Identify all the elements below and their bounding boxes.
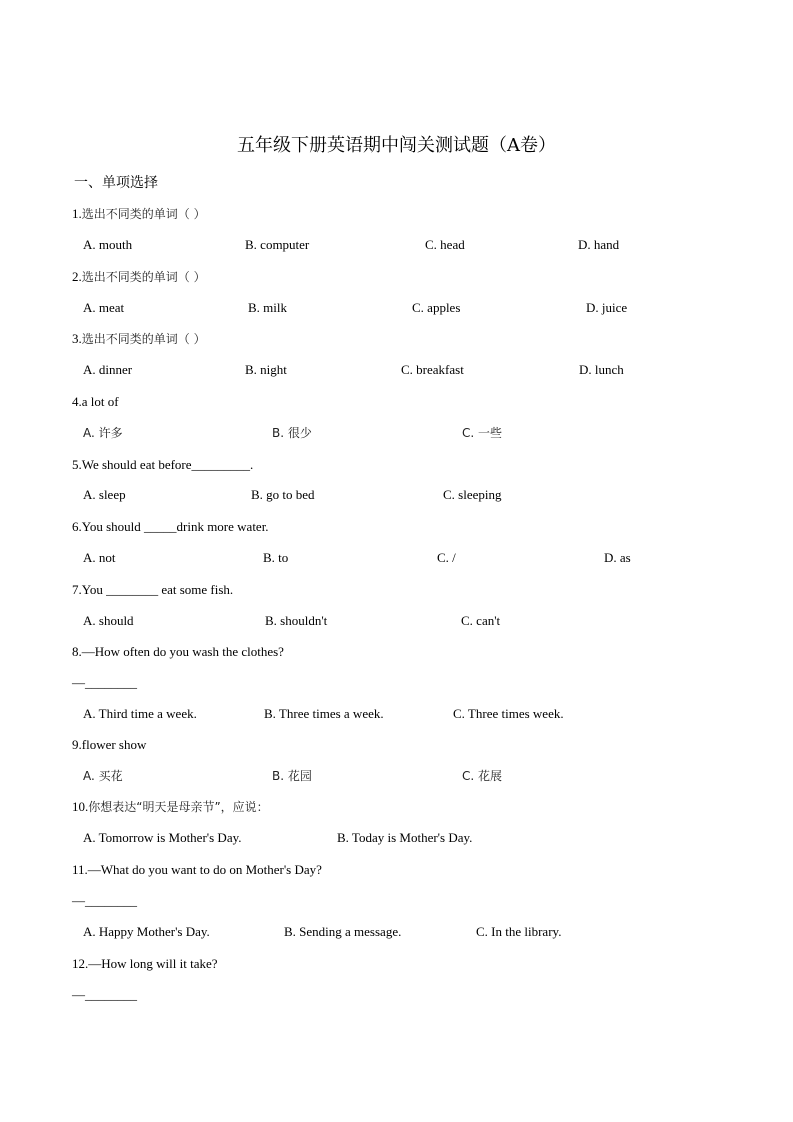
answer-blank: —________ <box>72 987 137 1002</box>
option-a[interactable]: A. 买花 <box>83 769 123 783</box>
option-c[interactable]: C. In the library. <box>476 924 562 939</box>
question-3: 3.选出不同类的单词（ ） <box>72 331 206 346</box>
answer-blank: —________ <box>72 893 137 908</box>
options-8 <box>0 705 793 725</box>
question-4: 4.a lot of <box>72 394 119 409</box>
option-c[interactable]: C. apples <box>412 300 461 315</box>
option-a[interactable]: A. Tomorrow is Mother's Day. <box>83 830 242 845</box>
option-b[interactable]: B. night <box>245 362 287 377</box>
options-3 <box>0 361 793 381</box>
option-d[interactable]: D. hand <box>578 237 620 252</box>
option-a[interactable]: A. meat <box>83 300 125 315</box>
option-a[interactable]: A. mouth <box>83 237 133 252</box>
question-1: 1.选出不同类的单词（ ） <box>72 206 206 221</box>
options-4 <box>0 424 793 444</box>
option-c[interactable]: C. Three times week. <box>453 706 564 721</box>
option-d[interactable]: D. juice <box>586 300 628 315</box>
options-2 <box>0 299 793 319</box>
question-11: 11.—What do you want to do on Mother's Day? <box>72 862 322 877</box>
option-c[interactable]: C. / <box>437 550 456 565</box>
option-d[interactable]: D. as <box>604 550 631 565</box>
option-b[interactable]: B. Three times a week. <box>264 706 384 721</box>
option-c[interactable]: C. breakfast <box>401 362 464 377</box>
question-10: 10.你想表达“明天是母亲节”，应说： <box>72 799 269 814</box>
option-b[interactable]: B. 很少 <box>272 426 312 440</box>
options-11 <box>0 923 793 943</box>
option-c[interactable]: C. head <box>425 237 465 252</box>
option-b[interactable]: B. to <box>263 550 289 565</box>
page-title: 五年级下册英语期中闯关测试题（A卷） <box>237 135 556 156</box>
options-10 <box>0 829 793 849</box>
options-6 <box>0 549 793 569</box>
option-b[interactable]: B. go to bed <box>251 487 315 502</box>
question-5: 5.We should eat before_________. <box>72 457 254 472</box>
option-c[interactable]: C. sleeping <box>443 487 502 502</box>
question-2: 2.选出不同类的单词（ ） <box>72 269 206 284</box>
option-b[interactable]: B. shouldn't <box>265 613 328 628</box>
answer-blank: —________ <box>72 675 137 690</box>
options-7 <box>0 612 793 632</box>
option-c[interactable]: C. 花展 <box>462 769 503 783</box>
option-a[interactable]: A. not <box>83 550 116 565</box>
options-9 <box>0 767 793 787</box>
option-d[interactable]: D. lunch <box>579 362 624 377</box>
option-b[interactable]: B. computer <box>245 237 310 252</box>
option-b[interactable]: B. milk <box>248 300 288 315</box>
option-a[interactable]: A. should <box>83 613 134 628</box>
question-8: 8.—How often do you wash the clothes? <box>72 644 284 659</box>
option-a[interactable]: A. Third time a week. <box>83 706 197 721</box>
option-a[interactable]: A. Happy Mother's Day. <box>83 924 210 939</box>
question-12: 12.—How long will it take? <box>72 956 218 971</box>
option-c[interactable]: C. can't <box>461 613 501 628</box>
option-a[interactable]: A. sleep <box>83 487 126 502</box>
option-c[interactable]: C. 一些 <box>462 426 503 440</box>
question-6: 6.You should _____drink more water. <box>72 519 269 534</box>
option-b[interactable]: B. Sending a message. <box>284 924 402 939</box>
option-b[interactable]: B. Today is Mother's Day. <box>337 830 473 845</box>
option-b[interactable]: B. 花园 <box>272 769 312 783</box>
question-9: 9.flower show <box>72 737 147 752</box>
question-7: 7.You ________ eat some fish. <box>72 582 234 597</box>
options-1 <box>0 236 793 256</box>
options-5 <box>0 486 793 506</box>
option-a[interactable]: A. 许多 <box>83 426 123 440</box>
option-a[interactable]: A. dinner <box>83 362 133 377</box>
section-heading: 一、单项选择 <box>74 175 158 191</box>
